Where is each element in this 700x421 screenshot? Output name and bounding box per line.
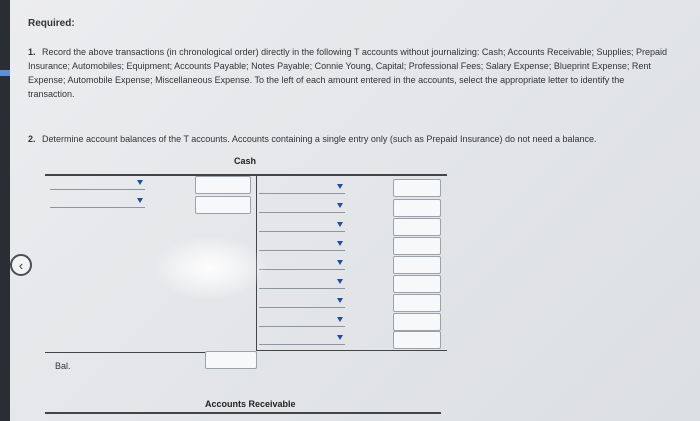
cash-credit-letter-select-5[interactable] [259,257,345,270]
cash-credit-letter-select-4[interactable] [259,238,345,251]
cash-credit-amount-4[interactable] [393,237,441,255]
cash-account-title: Cash [234,156,257,166]
dropdown-arrow-icon [337,260,343,265]
active-tab-marker [0,70,10,76]
cash-credit-amount-2[interactable] [393,199,441,217]
instruction-2 [28,132,668,146]
dropdown-arrow-icon [337,335,343,340]
dropdown-arrow-icon [337,184,343,189]
dropdown-arrow-icon [337,317,343,322]
cash-balance-amount[interactable] [205,351,257,369]
dropdown-arrow-icon [137,180,143,185]
instruction-1 [28,45,668,101]
cash-debit-letter-select-2[interactable] [50,195,145,208]
accounts-receivable-title: Accounts Receivable [205,399,296,409]
cash-debit-amount-1[interactable] [195,176,251,194]
cash-t-center-line [256,174,257,350]
cash-credit-letter-select-3[interactable] [259,219,345,232]
cash-credit-letter-select-9[interactable] [259,332,345,345]
required-heading: Required: [28,18,75,29]
instruction-2-text: Determine account balances of the T accounts. Accounts containing a single entry only (such as Prepaid Insurance) do not need a balance. [42,134,597,144]
dropdown-arrow-icon [137,198,143,203]
cash-credit-total-line [256,350,447,351]
instruction-2-number: 2. [28,134,36,144]
cash-credit-amount-5[interactable] [393,256,441,274]
cash-credit-letter-select-1[interactable] [259,181,345,194]
instruction-1-text: Record the above transactions (in chronological order) directly in the following T accounts without journalizing: Cash; Accounts Receivable; Supplies; Prepaid Insurance; Automobiles; Equipment; Accounts Payable; Notes Payable; Connie Young, Capital; Professional Fees; Salary Expense; Blueprint Expense; Rent Expense; Automobile Expense; Miscellaneous Expense. To the left of each amount entered in the accounts, select the appropriate letter to identify the transaction. [28,47,668,99]
cash-balance-label: Bal. [55,361,71,371]
cash-credit-amount-3[interactable] [393,218,441,236]
cash-credit-amount-7[interactable] [393,294,441,312]
cash-credit-letter-select-8[interactable] [259,314,345,327]
dropdown-arrow-icon [337,279,343,284]
dropdown-arrow-icon [337,203,343,208]
instruction-1-number: 1. [28,47,36,57]
cash-credit-amount-1[interactable] [393,179,441,197]
dropdown-arrow-icon [337,222,343,227]
cash-debit-letter-select-1[interactable] [50,177,145,190]
accounts-receivable-top-line [45,412,441,414]
dropdown-arrow-icon [337,241,343,246]
cash-credit-letter-select-6[interactable] [259,276,345,289]
cash-credit-amount-8[interactable] [393,313,441,331]
dropdown-arrow-icon [337,298,343,303]
chevron-left-icon[interactable]: ‹ [10,254,32,276]
cash-credit-letter-select-2[interactable] [259,200,345,213]
left-strip [0,0,10,421]
cash-credit-letter-select-7[interactable] [259,295,345,308]
cash-credit-amount-9[interactable] [393,331,441,349]
cash-credit-amount-6[interactable] [393,275,441,293]
cash-debit-amount-2[interactable] [195,196,251,214]
